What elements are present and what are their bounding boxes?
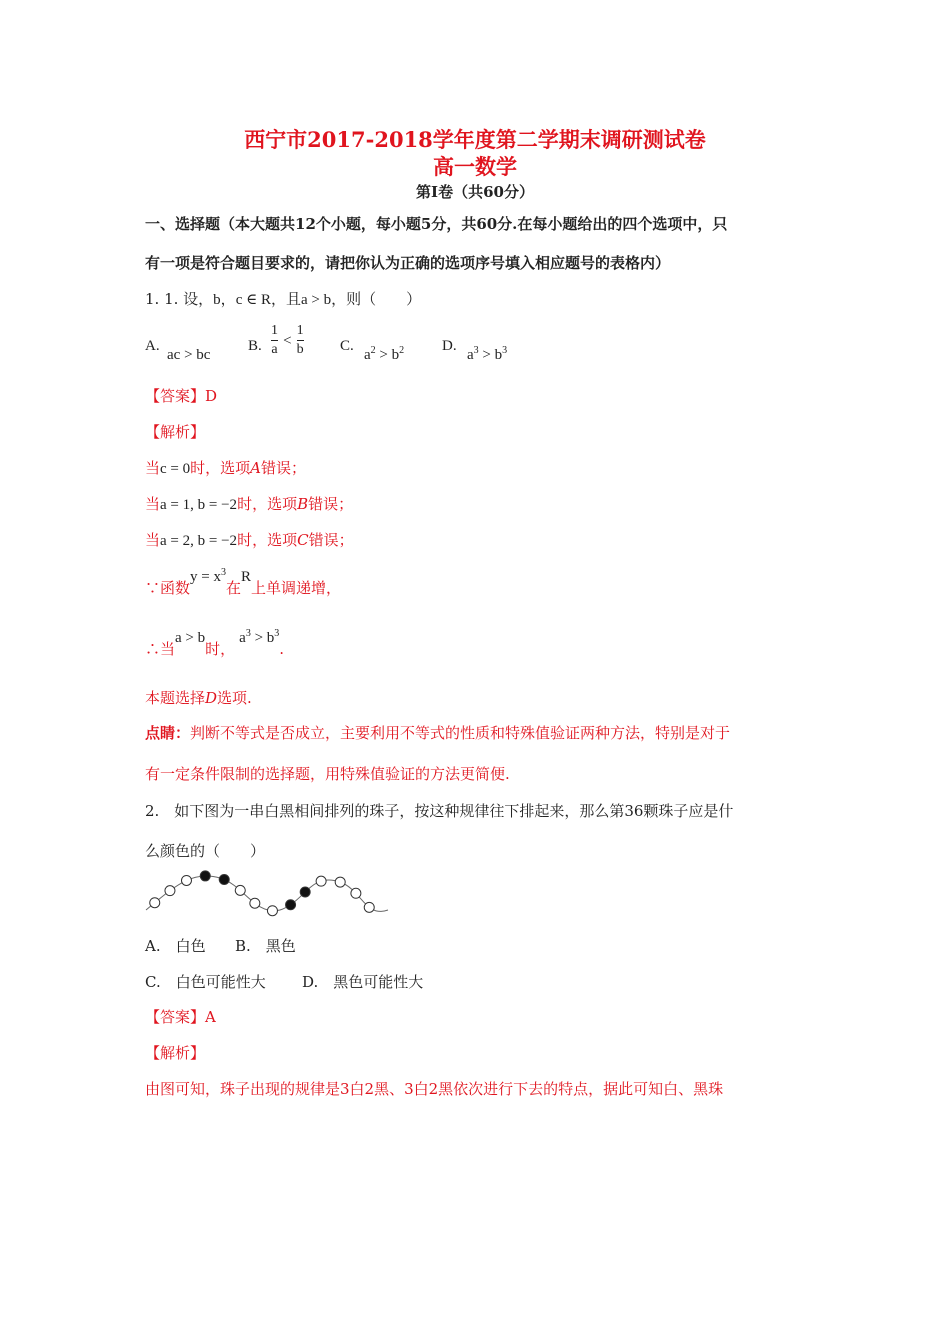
q2-analysis-label: 【解析】 xyxy=(145,1044,206,1062)
white-bead xyxy=(335,877,345,887)
q1-dianjing-line-1 xyxy=(145,722,730,743)
q1-condition: a > b xyxy=(300,292,332,308)
q1-l4-r: R xyxy=(241,569,252,585)
q2-analysis-line-1: 由图可知，珠子出现的规律是3白2黑、3白2黑依次进行下去的特点，据此可知白、黑珠 xyxy=(145,1080,724,1098)
q1-option-c-letter: C. xyxy=(340,338,354,354)
beads-figure xyxy=(140,866,395,926)
q1-l1-math: c = 0 xyxy=(160,461,191,477)
q1-l5-exp1: 3 xyxy=(245,628,251,639)
white-bead xyxy=(250,898,260,908)
q1-dianjing-text-1: 判断不等式是否成立，主要利用不等式的性质和特殊值验证两种方法，特别是对于 xyxy=(190,724,731,742)
question-2-line-2: 么颜色的（ ） xyxy=(145,842,266,860)
question-1-stem xyxy=(145,288,421,309)
q1-l3-math: a = 2, b = −2 xyxy=(160,533,238,549)
white-bead xyxy=(364,902,374,912)
white-bead xyxy=(181,875,191,885)
q1-l5-dot: . xyxy=(279,640,285,658)
q1-l4-exp: 3 xyxy=(220,567,226,578)
q1-option-d-gt: > b xyxy=(478,347,503,363)
q2-option-a: A. 白色 xyxy=(145,937,206,955)
q1-analysis-line-2 xyxy=(145,493,353,514)
q1-option-b-frac2 xyxy=(297,322,304,359)
white-bead xyxy=(316,876,326,886)
q1-l4-math: y = x xyxy=(190,569,221,585)
q1-option-d-math xyxy=(467,345,507,364)
black-bead xyxy=(219,875,229,885)
white-bead xyxy=(235,885,245,895)
q1-analysis-label: 【解析】 xyxy=(145,423,206,441)
q1-prefix: 1. 1. 设， xyxy=(145,290,214,308)
q1-analysis-line-4 xyxy=(145,565,342,597)
q1-option-b-den1: a xyxy=(271,342,278,357)
q1-option-b-num2: 1 xyxy=(297,322,304,341)
q2-option-b: B. 黑色 xyxy=(235,937,296,955)
q1-l5-exp2: 3 xyxy=(274,628,280,639)
q1-option-c-gt: > b xyxy=(375,347,400,363)
q1-l3-end: 错误； xyxy=(308,531,354,549)
bead-group xyxy=(150,871,374,916)
q1-l1-dang: 当 xyxy=(145,459,161,477)
q1-qie: 且 xyxy=(285,290,301,308)
instruction-line-1: 一、选择题（本大题共12个小题，每小题5分，共60分.在每小题给出的四个选项中，只 xyxy=(145,215,728,233)
q1-option-d-exp1: 3 xyxy=(473,345,479,356)
q1-l2-dang: 当 xyxy=(145,495,161,513)
q1-option-b-math xyxy=(271,322,304,359)
q1-option-b-den2: b xyxy=(296,342,304,357)
question-2-line-1: 2. 如下图为一串白黑相间排列的珠子，按这种规律往下排起来，那么第36颗珠子应是什 xyxy=(145,802,734,820)
q1-analysis-line-6 xyxy=(145,687,252,708)
q1-l5-a: a xyxy=(239,630,246,646)
q1-l2-math: a = 1, b = −2 xyxy=(160,497,238,513)
q1-dianjing-label: 点睛： xyxy=(145,724,191,742)
q1-l4-end: 上单调递增， xyxy=(251,579,342,597)
q1-analysis-line-5 xyxy=(145,626,285,658)
q1-l6-a: 本题选择 xyxy=(145,689,206,707)
q1-analysis-line-1 xyxy=(145,457,306,478)
white-bead xyxy=(351,888,361,898)
q1-option-b-frac1 xyxy=(271,322,278,359)
white-bead xyxy=(267,906,277,916)
section-label: 第Ⅰ卷（共60分） xyxy=(416,183,534,201)
q1-analysis-line-3 xyxy=(145,529,354,550)
q2-answer: 【答案】A xyxy=(145,1008,216,1026)
q2-option-d: D. 黑色可能性大 xyxy=(302,973,424,991)
q1-l4-because: ∵函数 xyxy=(145,579,191,597)
q1-l5-gt: > b xyxy=(250,630,275,646)
q1-l6-opt: D xyxy=(205,689,218,707)
white-bead xyxy=(150,898,160,908)
q2-option-c: C. 白色可能性大 xyxy=(145,973,266,991)
q1-option-c-exp1: 2 xyxy=(370,345,376,356)
q1-option-a-math: ac > bc xyxy=(167,347,211,363)
instruction-line-2: 有一项是符合题目要求的，请把你认为正确的选项序号填入相应题号的表格内） xyxy=(145,254,671,272)
q1-option-c-a: a xyxy=(364,347,371,363)
q1-l1-end: 错误； xyxy=(261,459,307,477)
q1-c-in-r: c ∈ R， xyxy=(235,292,286,308)
q1-l3-dang: 当 xyxy=(145,531,161,549)
q1-answer: 【答案】D xyxy=(145,387,218,405)
q1-option-c-exp2: 2 xyxy=(399,345,405,356)
q1-dianjing-line-2: 有一定条件限制的选择题，用特殊值验证的方法更简便. xyxy=(145,765,510,783)
q1-l5-math1: a > b xyxy=(175,630,206,646)
q1-l5-math2 xyxy=(239,630,279,646)
q1-l1-rest: 时，选项 xyxy=(190,459,251,477)
q1-option-b-lt: < xyxy=(283,333,292,349)
q1-option-d-a: a xyxy=(467,347,474,363)
q1-l5-therefore: ∴当 xyxy=(145,640,176,658)
q1-l2-rest: 时，选项 xyxy=(237,495,298,513)
q1-option-c-math xyxy=(364,345,404,364)
q1-l1-opt: A xyxy=(250,459,261,477)
q1-l2-opt: B xyxy=(297,495,309,513)
q1-l6-b: 选项. xyxy=(217,689,252,707)
black-bead xyxy=(286,900,296,910)
black-bead xyxy=(200,871,210,881)
q1-option-d-exp2: 3 xyxy=(502,345,508,356)
q1-l4-zai: 在 xyxy=(225,579,241,597)
q1-option-a-letter: A. xyxy=(145,338,160,354)
q1-option-b-num1: 1 xyxy=(271,322,278,341)
q1-option-b-letter: B. xyxy=(248,338,262,354)
q1-b: b， xyxy=(213,292,236,308)
page-subtitle: 高一数学 xyxy=(433,154,517,179)
q1-l2-end: 错误； xyxy=(308,495,354,513)
q1-l3-rest: 时，选项 xyxy=(237,531,298,549)
q1-l5-shi: 时， xyxy=(205,640,236,658)
q1-end: ，则（ ） xyxy=(331,290,422,308)
q1-l3-opt: C xyxy=(297,531,309,549)
q1-option-d-letter: D. xyxy=(442,338,457,354)
page-title: 西宁市2017-2018学年度第二学期末调研测试卷 xyxy=(244,127,706,152)
black-bead xyxy=(300,887,310,897)
white-bead xyxy=(165,886,175,896)
